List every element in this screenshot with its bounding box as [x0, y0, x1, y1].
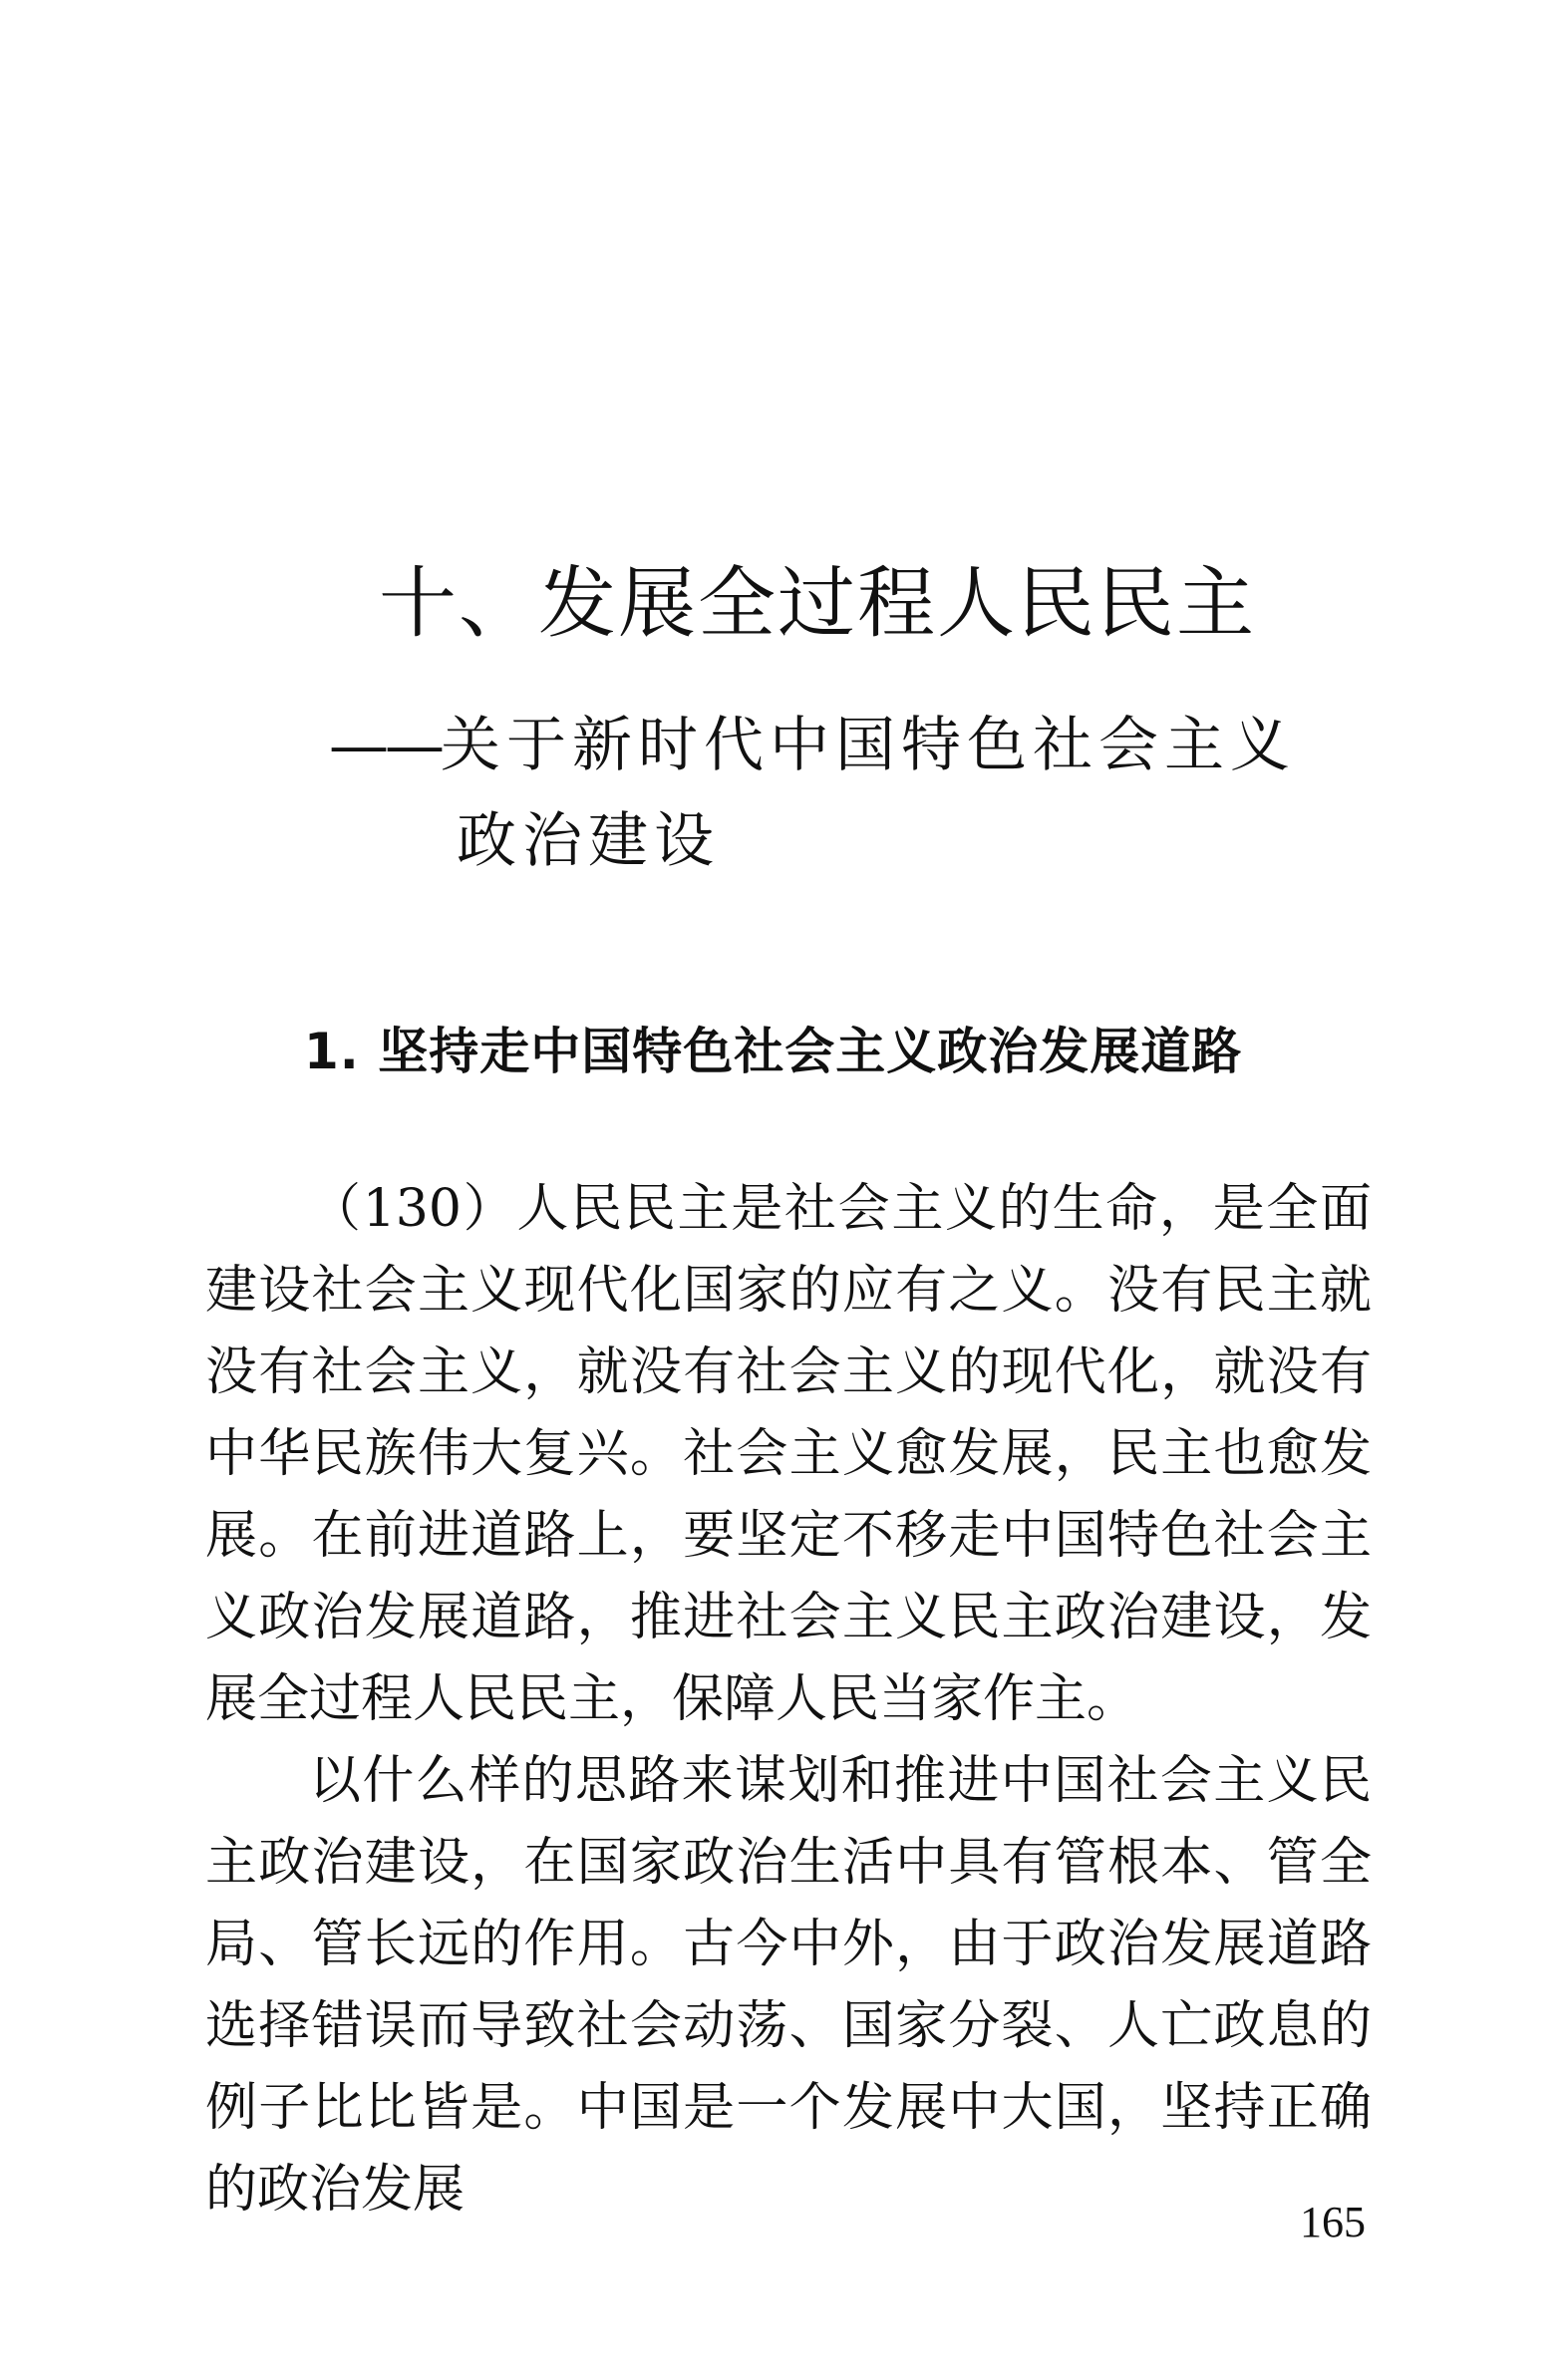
chapter-title: 十、发展全过程人民民主	[379, 559, 1257, 649]
paragraph-1: （130）人民民主是社会主义的生命，是全面建设社会主义现代化国家的应有之义。没有民主就没有社会主义，就没有社会主义的现代化，就没有中华民族伟大复兴。社会主义愈发展，民主也愈发展。在前进道路上，要坚定不移走中国特色社会主义政治发展道路，推进社会主义民主政治建设，发展全过程人民民主，保障人民当家作主。	[205, 1179, 1372, 1729]
subtitle-dash: ——	[329, 711, 441, 780]
page-number: 165	[1300, 2198, 1366, 2246]
body-text	[205, 1168, 1372, 2231]
chapter-subtitle	[329, 698, 1326, 889]
subtitle-line-1: 关于新时代中国特色社会主义	[441, 711, 1296, 780]
section-heading: 1. 坚持走中国特色社会主义政治发展道路	[304, 1023, 1243, 1080]
subtitle-line-2: 政治建设	[457, 806, 720, 876]
paragraph-2: 以什么样的思路来谋划和推进中国社会主义民主政治建设，在国家政治生活中具有管根本、管全局、管长远的作用。古今中外，由于政治发展道路选择错误而导致社会动荡、国家分裂、人亡政息的例子比比皆是。中国是一个发展中大国，坚持正确的政治发展	[205, 1751, 1372, 2220]
